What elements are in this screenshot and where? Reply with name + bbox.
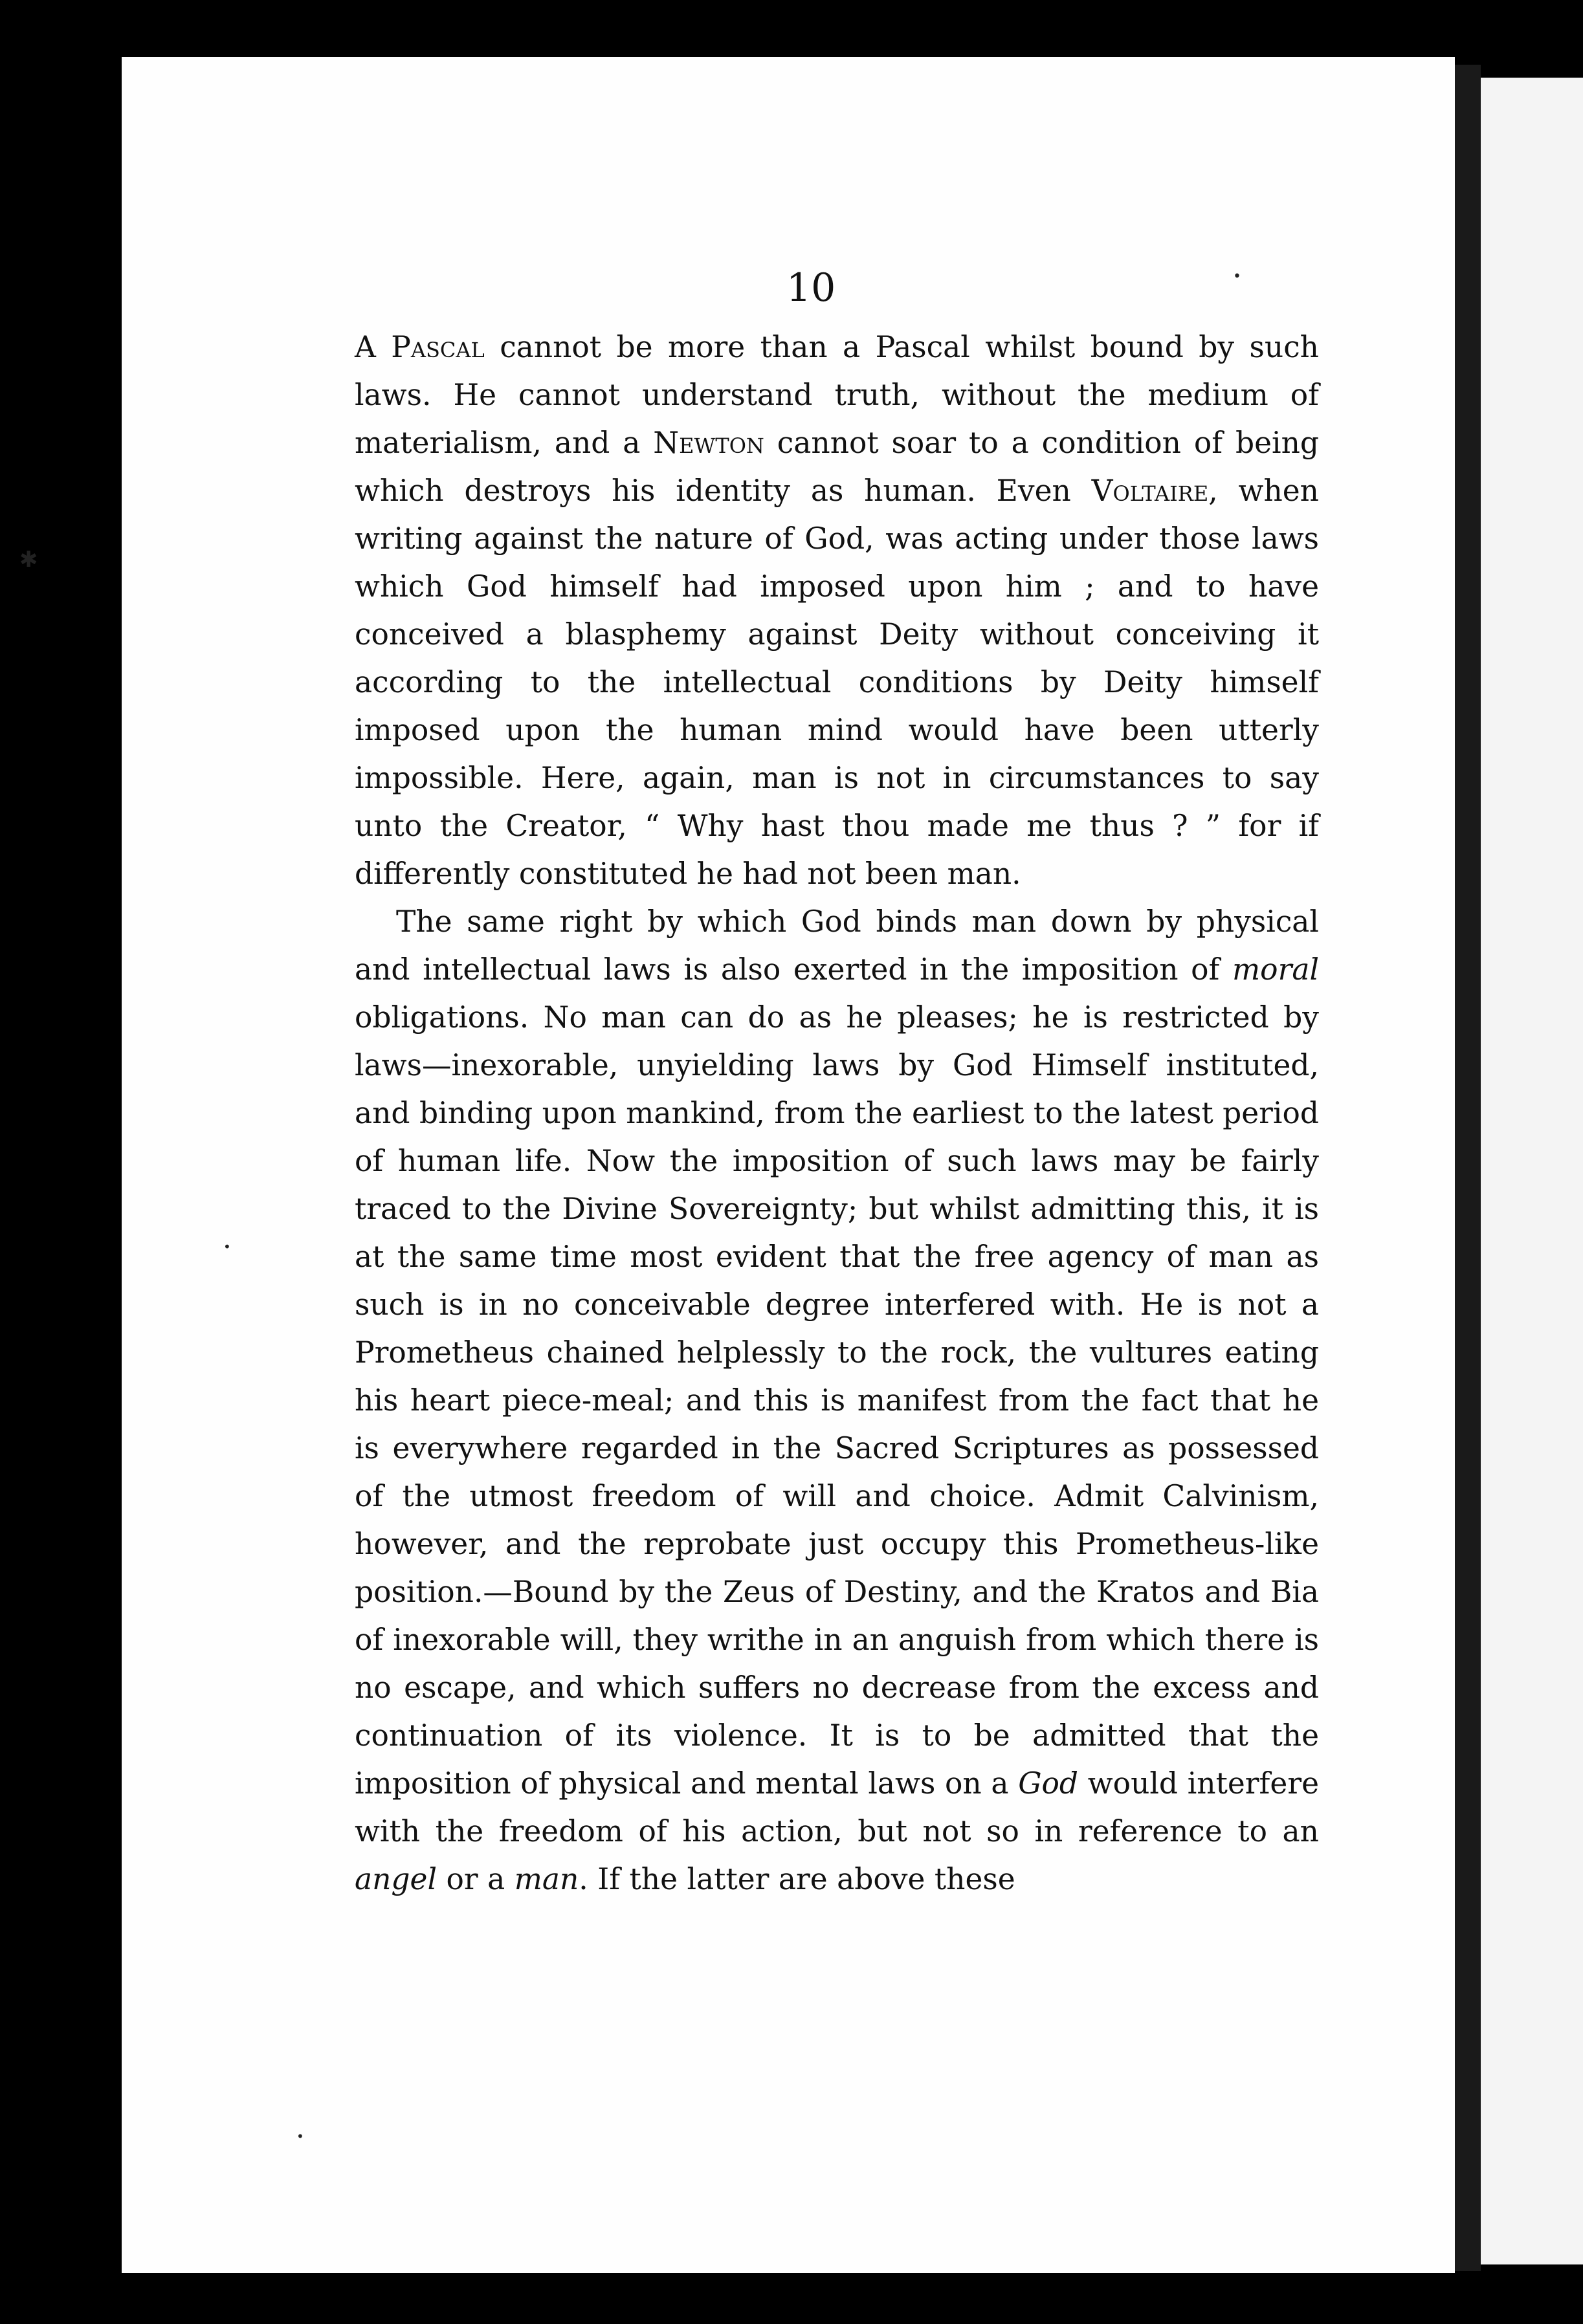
paragraph	[355, 323, 1319, 898]
text-run: A	[355, 330, 392, 364]
book-gutter	[1455, 65, 1481, 2271]
text-run: or a	[437, 1862, 515, 1896]
text-run: . If the latter are above these	[579, 1862, 1015, 1896]
text-run: cannot be more than a Pascal whilst bound by such laws. He cannot understand truth, without the medium of materialism, and a	[355, 330, 1319, 460]
text-run: The same right by which God binds man down by physical and intellectual laws is also exerted in the imposition of	[355, 904, 1319, 987]
body-text	[355, 323, 1319, 1903]
facing-page-edge	[1481, 78, 1583, 2264]
scan-speck: •	[223, 1239, 231, 1255]
scan-speck: •	[296, 2129, 304, 2144]
scan-speck: •	[1233, 269, 1241, 285]
paragraph	[355, 898, 1319, 1903]
text-run: cannot soar to a condition of being which destroys his identity as human. Even	[355, 426, 1319, 508]
text-run: obligations. No man can do as he pleases; he is restricted by laws—inexorable, unyielding laws by God Himself instituted, and binding upon mankind, from the earliest to the latest period of human life. Now the imposition of such laws may be fairly traced to the Divine Sovereignty; but whilst admitting this, it is at the same time most evident that the free agency of man as such is in no conceivable degree interfered with. He is not a Prometheus chained helplessly to the rock, the vultures eating his heart piece-meal; and this is manifest from the fact that he is everywhere regarded in the Sacred Scriptures as possessed of the utmost freedom of will and choice. Admit Calvinism, however, and the reprobate just occupy this Prometheus-like position.—Bound by the Zeus of Destiny, and the Kratos and Bia of inexorable will, they writhe in an anguish from which there is no escape, and which suffers no decrease from the excess and continuation of its violence. It is to be admitted that the imposition of physical and mental laws on a	[355, 1000, 1319, 1801]
text-run: would interfere with the freedom of his action, but not so in reference to an	[355, 1766, 1319, 1848]
small-caps-name: Pascal	[391, 330, 485, 364]
text-run: , when writing against the nature of God, was acting under those laws which God himself had imposed upon him ; and to have conceived a blasphemy against Deity without conceiving it according to the intellectual conditions by Deity himself imposed upon the human mind would have been utterly impossible. Here, again, man is not in circumstances to say unto the Creator, “ Why hast thou made me thus ? ” for if differently constituted he had not been man.	[355, 474, 1319, 891]
page-number: 10	[786, 265, 836, 311]
scan-speck: ✱	[19, 547, 38, 573]
italic-text: angel	[355, 1862, 437, 1896]
italic-text: moral	[1232, 952, 1319, 987]
small-caps-name: Voltaire	[1091, 474, 1209, 508]
italic-text: man	[514, 1862, 579, 1896]
small-caps-name: Newton	[653, 426, 764, 460]
italic-text: God	[1018, 1766, 1079, 1801]
